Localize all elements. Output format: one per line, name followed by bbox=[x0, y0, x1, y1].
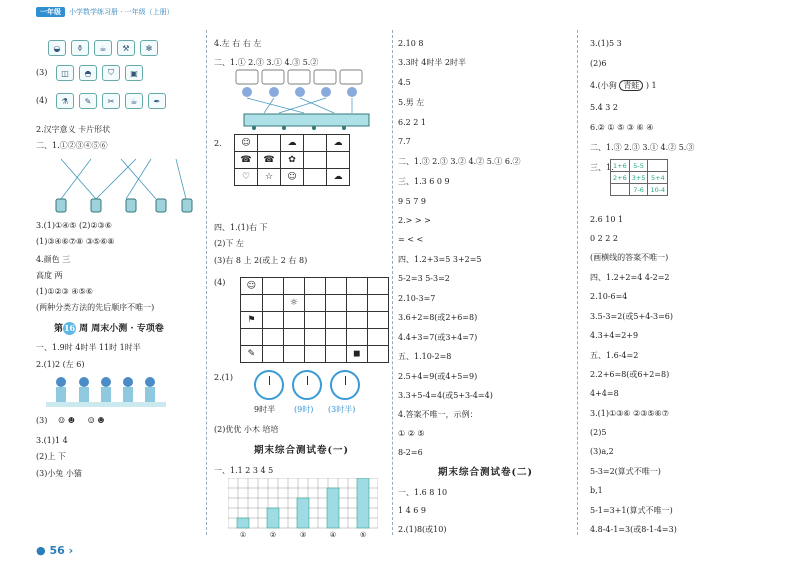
week-title: 周 周末小测 · 专项卷 bbox=[79, 324, 164, 334]
clock-face bbox=[292, 370, 322, 400]
answer-line: 2.汉字意义 卡片形状 bbox=[36, 125, 111, 134]
bar-chart bbox=[228, 478, 378, 538]
answer-line: 3.(1)5 3 bbox=[590, 39, 622, 48]
box-icon: ▣ bbox=[125, 65, 143, 81]
clock-label: (9时) bbox=[294, 405, 314, 414]
bar bbox=[327, 488, 339, 528]
answer-line: 二、1.③ 2.③ 3.① 4.② 5.③ bbox=[590, 143, 695, 152]
answer-line: 4+4=8 bbox=[590, 389, 619, 398]
answer-line: 7.7 bbox=[398, 137, 411, 146]
column-3 bbox=[398, 22, 568, 539]
category-label: ④ bbox=[329, 531, 337, 538]
category-label: ② bbox=[269, 531, 277, 538]
answer-line: 一、1.1 2 3 4 5 bbox=[214, 466, 274, 475]
week-heading bbox=[54, 322, 164, 335]
answer-line: 2.(1) bbox=[214, 373, 233, 382]
answer-line: 5-3=2(算式不唯一) bbox=[590, 467, 661, 476]
section-title: 期末综合测试卷(一) bbox=[254, 445, 349, 456]
answer-line: 4.颜色 三 bbox=[36, 255, 71, 264]
answer-line: 8-2=6 bbox=[398, 448, 423, 457]
answer-line: 2.(1)2 (左 6) bbox=[36, 360, 85, 369]
answer-line: 4.答案不唯一，示例： bbox=[398, 410, 478, 419]
answer-line: (4) bbox=[214, 278, 226, 287]
clock-face bbox=[330, 370, 360, 400]
answer-line: 4.8-4-1=3(或8-1-4=3) bbox=[590, 525, 677, 534]
answer-line: 5.男 左 bbox=[398, 98, 425, 107]
bag-icon: ◫ bbox=[56, 65, 74, 81]
train-illustration bbox=[234, 68, 384, 132]
answer-line: 四、1.2+3=5 3+2=5 bbox=[398, 255, 482, 264]
section-title: 期末综合测试卷(二) bbox=[438, 467, 533, 478]
answer-line: 2.5+4=9(或4+5=9) bbox=[398, 372, 478, 381]
answer-line: 5-1=3+1(算式不唯一) bbox=[590, 506, 673, 515]
brush-icon: ✎ bbox=[79, 93, 97, 109]
matching-diagram bbox=[46, 154, 196, 214]
answer-line: = < < bbox=[398, 235, 424, 244]
answer-note: (画横线的答案不唯一) bbox=[590, 253, 669, 262]
column-divider bbox=[392, 30, 393, 535]
clock-label: 9时半 bbox=[254, 405, 276, 414]
vase-icon: ⚱ bbox=[71, 40, 89, 56]
answer-line: 三、1. bbox=[590, 163, 614, 172]
page-number: ● 56 › bbox=[36, 544, 74, 557]
answer-line: (2)优优 小木 培培 bbox=[214, 425, 279, 434]
column-divider bbox=[206, 30, 207, 535]
answer-line: (3)右 8 上 2(或上 2 右 8) bbox=[214, 256, 308, 265]
mini-cell: 2+6 bbox=[611, 172, 630, 184]
week-prefix: 第 bbox=[54, 324, 64, 334]
answer-line: (3)小兔 小猫 bbox=[36, 469, 82, 478]
mini-cell: 1+6 bbox=[611, 160, 630, 172]
answer-line: 4.左 右 右 左 bbox=[214, 39, 262, 48]
answer-line: 一、1.9时 4时半 11时 1时半 bbox=[36, 343, 141, 352]
mini-cell bbox=[611, 184, 630, 196]
mini-cell: 5-5 bbox=[629, 160, 648, 172]
answer-line: (1)③④⑥⑦⑧ ③⑤⑥⑧ bbox=[36, 237, 115, 246]
answer-line: 一、1.6 8 10 bbox=[398, 488, 448, 497]
answer-line: 2.> > > bbox=[398, 216, 431, 225]
answer-line: 4.3+4=2+9 bbox=[590, 331, 639, 340]
answer-line: 3.(1)①③⑥ ②③⑤⑥⑦ bbox=[590, 409, 669, 418]
mini-cell: 10-4 bbox=[648, 184, 668, 196]
shirt-icon: ⛉ bbox=[102, 65, 120, 81]
pen-icon: ✒ bbox=[148, 93, 166, 109]
answer-line: (3) bbox=[36, 68, 48, 77]
answer-line: 3.(1)①④⑤ (2)②③⑥ bbox=[36, 221, 112, 230]
answer-line: 2.10-6=4 bbox=[590, 292, 628, 301]
bowl-icon: ◒ bbox=[48, 40, 66, 56]
category-label: ① bbox=[239, 531, 247, 538]
answer-line: 3.5-3=2(或5+4-3=6) bbox=[590, 312, 674, 321]
mini-table bbox=[610, 159, 668, 196]
answer-line: 2.(1)8(或10) bbox=[398, 525, 447, 534]
mini-cell: 7-6 bbox=[629, 184, 648, 196]
bottle-icon: ⚗ bbox=[56, 93, 74, 109]
answer-line: 3.(1)1 4 bbox=[36, 436, 68, 445]
answer-line: 四、1.(1)右 下 bbox=[214, 223, 268, 232]
answer-line: 三、1.3 6 0 9 bbox=[398, 177, 450, 186]
answer-text: ) 1 bbox=[645, 81, 657, 90]
answer-line: 3.3时 4时半 2时半 bbox=[398, 58, 466, 67]
answer-line: 6.② ① ⑤ ③ ⑥ ④ bbox=[590, 123, 654, 132]
answer-line: 0 2 2 2 bbox=[590, 234, 618, 243]
column-1 bbox=[36, 22, 198, 539]
answer-line: 二、1.①②③④⑤⑥ bbox=[36, 141, 108, 150]
bar bbox=[357, 478, 369, 528]
answer-line: (1)①②③ ④⑤⑥ bbox=[36, 287, 93, 296]
answer-note: (两种分类方法的先后顺序不唯一) bbox=[36, 303, 155, 312]
position-grid: ☺ ☼ ⚑ ✎ ◼ bbox=[240, 277, 389, 363]
answer-line: 3.6+2=8(或2+6=8) bbox=[398, 313, 478, 322]
column-4 bbox=[590, 22, 770, 539]
answer-line: b,1 bbox=[590, 486, 603, 495]
answer-line: 2.10 8 bbox=[398, 39, 424, 48]
answer-line: 四、1.2+2=4 4-2=2 bbox=[590, 273, 670, 282]
answer-line: 2.2+6=8(或6+2=8) bbox=[590, 370, 670, 379]
answer-line: 6.2 2 1 bbox=[398, 118, 426, 127]
bar bbox=[267, 508, 279, 528]
answer-line: 5-2=3 5-3=2 bbox=[398, 274, 450, 283]
mini-cell: 5+4 bbox=[648, 172, 668, 184]
page-header bbox=[36, 6, 174, 18]
column-2 bbox=[214, 22, 389, 539]
tool-icon: ⚒ bbox=[117, 40, 135, 56]
grade-tag: 一年级 bbox=[36, 7, 65, 17]
column-divider bbox=[577, 30, 578, 535]
category-label: ③ bbox=[299, 531, 307, 538]
cup-icon: ☕ bbox=[125, 93, 143, 109]
scissors-icon: ✂ bbox=[102, 93, 120, 109]
answer-line: 2. bbox=[214, 139, 222, 148]
answer-line: 五、1.6-4=2 bbox=[590, 351, 639, 360]
answer-line: 9 5 7 9 bbox=[398, 197, 426, 206]
answer-line: (2)上 下 bbox=[36, 452, 66, 461]
cup-icon: ☕ bbox=[94, 40, 112, 56]
shape-grid: ☺ ☁ ☁ ☎ ☎ ✿ ♡ ☆ ☺ ☁ bbox=[234, 134, 350, 186]
icon-row bbox=[48, 93, 166, 109]
answer-line: (2)6 bbox=[590, 59, 607, 68]
page-number-text: 56 bbox=[49, 544, 65, 557]
answer-line: 1 4 6 9 bbox=[398, 506, 426, 515]
face-icons: ☺ ☻ ☺ ☻ bbox=[58, 416, 105, 425]
answer-line bbox=[590, 80, 657, 91]
clock-face bbox=[254, 370, 284, 400]
answer-line: (3)a,2 bbox=[590, 447, 614, 456]
book-title: 小学数学练习册 · 一年级（上册） bbox=[69, 8, 174, 16]
answer-text: 4.(小狗 bbox=[590, 81, 617, 90]
answer-line: 2.10-3=7 bbox=[398, 294, 436, 303]
hat-icon: ◓ bbox=[79, 65, 97, 81]
answer-line: 4.4+3=7(或3+4=7) bbox=[398, 333, 478, 342]
answer-line: 五、1.10-2=8 bbox=[398, 352, 452, 361]
oval-answer: 青蛙 bbox=[619, 80, 643, 91]
answer-line: (2)下 左 bbox=[214, 239, 244, 248]
spider-icon: ✻ bbox=[140, 40, 158, 56]
bar bbox=[237, 518, 249, 528]
clock-label: (3时半) bbox=[328, 405, 356, 414]
icon-row bbox=[48, 40, 158, 56]
answer-line: 2.6 10 1 bbox=[590, 215, 624, 224]
children-illustration bbox=[46, 372, 166, 408]
answer-line: ① ② ⑤ bbox=[398, 429, 425, 438]
icon-row bbox=[48, 65, 143, 81]
category-label: ⑤ bbox=[359, 531, 367, 538]
answer-line: 二、1.③ 2.③ 3.② 4.② 5.① 6.② bbox=[398, 157, 521, 166]
answer-line: (4) bbox=[36, 96, 48, 105]
answer-line: 5.4 3 2 bbox=[590, 103, 618, 112]
answer-line: 二、1.① 2.③ 3.① 4.③ 5.② bbox=[214, 58, 319, 67]
answer-line: (2)5 bbox=[590, 428, 607, 437]
mini-cell bbox=[648, 160, 668, 172]
answer-line: 3.3+5-4=4(或5+3-4=4) bbox=[398, 391, 493, 400]
answer-line: 高度 两 bbox=[36, 271, 63, 280]
mini-cell: 3+5 bbox=[629, 172, 648, 184]
bar bbox=[297, 498, 309, 528]
answer-line: 4.5 bbox=[398, 78, 411, 87]
answer-line: (3) bbox=[36, 416, 48, 425]
week-number-badge: 16 bbox=[63, 323, 76, 333]
